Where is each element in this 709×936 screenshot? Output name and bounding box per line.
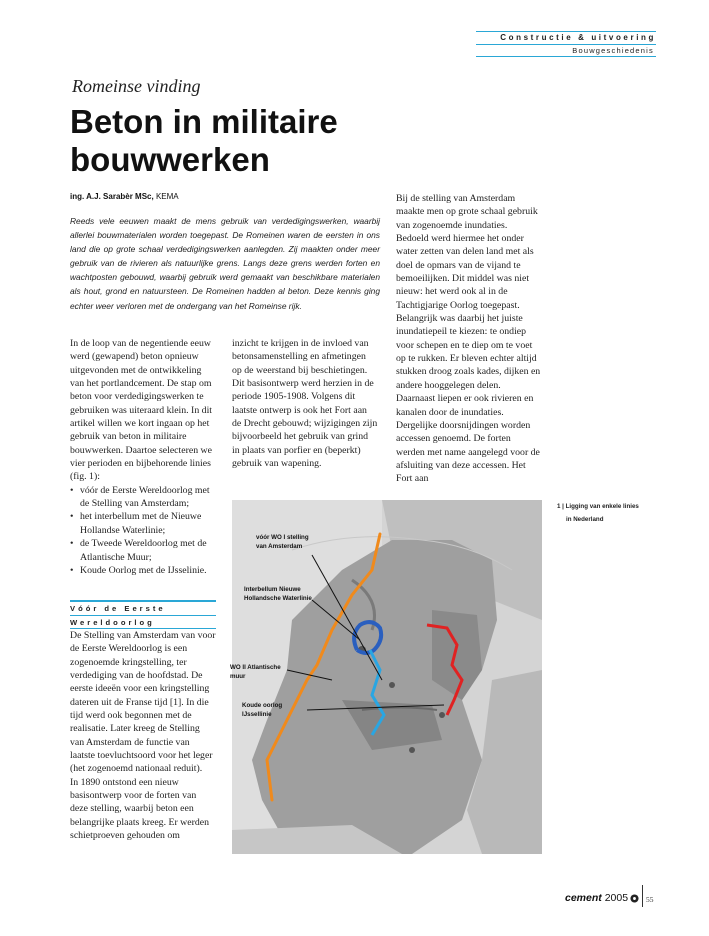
intro-paragraph: Reeds vele eeuwen maakt de mens gebruik van verdedigingswerken, waarbij allerlei bouwmaterialen worden toegepast. De Romeinen waren de eersten in ons land die op grote schaal verdedigingswerken aanlegden. Zij maakten onder meer gebruik van de rivieren als natuurlijke grens. Langs deze grens werden forten en wachtposten gebouwd, waarbij gebruik werd gemaakt van beschikbare materialen als hout, grond en natuursteen. De Romeinen hadden al beton. Deze kennis ging echter weer verloren met de ondergang van het Romeinse rijk. xyxy=(70,216,380,311)
body-paragraph: Bij de stelling van Amsterdam maakte men op grote schaal gebruik van zogenoemde inundaties. Bedoeld werd hiermee het onder water zetten van delen land met als doel de opmars van de vijand te bemoeilijken. Dit middel was niet nieuw: het werd ook al in de Tachtigjarige Oorlog toegepast. Belangrijk was daarbij het juiste inundatiepeil te kiezen: te ondiep voor schepen en te diep om te voet op te rukken. Er bleven echter altijd stukken droog zoals kades, dijken en andere hooggelegen delen. Daarnaast liepen er ook rivieren en kanalen door de inundaties. Dergelijke doorsnijdingen worden accessen genoemd. De forten werden met name aangelegd voor de afsluiting van deze accessen. Het Fort aan xyxy=(396,193,541,485)
byline xyxy=(70,192,179,201)
figure-caption-line-1: Ligging van enkele linies xyxy=(565,503,639,510)
subsection-label: Bouwgeschiedenis xyxy=(572,46,654,55)
header-rule-top xyxy=(476,31,656,32)
figure-caption xyxy=(557,500,657,526)
figure-caption-line-2: in Nederland xyxy=(566,516,604,523)
footer-brand xyxy=(565,892,628,904)
page-number: 55 xyxy=(646,895,654,904)
map-label-line: Hollandsche Waterlinie xyxy=(244,595,312,602)
list-item: • vóór de Eerste Wereldoorlog met de Stelling van Amsterdam; xyxy=(70,484,216,511)
netherlands-defence-lines-map xyxy=(232,500,542,854)
map-label-line: Interbellum Nieuwe xyxy=(244,586,301,593)
map-label-line: muur xyxy=(230,673,246,680)
map-label-interbellum xyxy=(244,585,312,603)
cement-logo-icon xyxy=(630,894,639,903)
map-label-line: WO II Atlantische xyxy=(230,664,281,671)
section-label: Constructie & uitvoering xyxy=(500,33,656,42)
map-label-koude-oorlog xyxy=(242,701,282,719)
figure-number: 1 | xyxy=(557,503,564,510)
footer-divider xyxy=(642,885,643,907)
map-label-wo1 xyxy=(256,533,309,551)
author-name: ing. A.J. Sarabèr MSc, xyxy=(70,192,154,201)
body-column-3 xyxy=(396,192,542,486)
author-affiliation: KEMA xyxy=(155,192,179,201)
magazine-name: cement xyxy=(565,892,602,904)
map-label-line: vóór WO I stelling xyxy=(256,534,309,541)
body-column-1-lower xyxy=(70,629,216,843)
header-rule-bottom xyxy=(476,56,656,57)
body-column-2 xyxy=(232,337,378,470)
map-label-line: Koude oorlog xyxy=(242,702,283,709)
subheading-line-1: Vóór de Eerste xyxy=(70,604,166,613)
map-label-line: van Amsterdam xyxy=(256,543,303,550)
list-item: • de Tweede Wereldoorlog met de Atlantische Muur; xyxy=(70,537,216,564)
body-paragraph: inzicht te krijgen in de invloed van betonsamenstelling en afmetingen op de weerstand bij beschietingen. Dit basisontwerp werd herzien in de periode 1905-1908. Volgens dit laatste ontwerp is ook het Fort aan de Drecht gebouwd; wijzigingen zijn bijvoorbeeld het gebruik van grind in plaats van porfier en (beperkt) gebruik van wapening. xyxy=(232,338,378,470)
body-column-1 xyxy=(70,337,216,577)
map-label-wo2 xyxy=(230,663,281,681)
body-paragraph: In de loop van de negentiende eeuw werd (gewapend) beton opnieuw uitgevonden met de ontwikkeling van het portlandcement. De stap om beton voor verdedigingswerken te gebruiken was uiteraard klein. In dit artikel willen we kort ingaan op het gebruik van beton in militaire bouwwerken. Daartoe selecteren we vier perioden en bijbehorende linies (fig. 1): xyxy=(70,338,213,483)
article-kicker: Romeinse vinding xyxy=(72,76,201,96)
header-rule-middle xyxy=(476,44,656,45)
map-label-line: IJssellinie xyxy=(242,711,272,718)
body-paragraph: De Stelling van Amsterdam van voor de Eerste Wereldoorlog is een zogenoemde kringstelling, ter verdediging van de hoofdstad. De eerste ideeën voor een kringstelling dateren uit de Franse tijd [1]. In die tijd werd ook begonnen met de realisatie. Later kreeg de Stelling van Amsterdam de functie van laatste toevluchtsoord voor het leger (het zogenoemd nationaal reduit). xyxy=(70,630,216,775)
subheading-rule-middle xyxy=(70,615,216,616)
article-title: Beton in militaire bouwwerken xyxy=(70,103,338,178)
subheading-rule-top xyxy=(70,600,216,602)
subheading-line-2: Wereldoorlog xyxy=(70,618,155,627)
period-list xyxy=(70,484,216,577)
magazine-year: 2005 xyxy=(604,892,629,904)
list-item: • Koude Oorlog met de IJsselinie. xyxy=(70,564,216,577)
body-paragraph: In 1890 ontstond een nieuw basisontwerp voor de forten van deze stelling, waarbij beton een belangrijke plaats kreeg. Er werden schietproeven gehouden om xyxy=(70,776,209,842)
list-item: • het interbellum met de Nieuwe Hollandse Waterlinie; xyxy=(70,510,216,537)
